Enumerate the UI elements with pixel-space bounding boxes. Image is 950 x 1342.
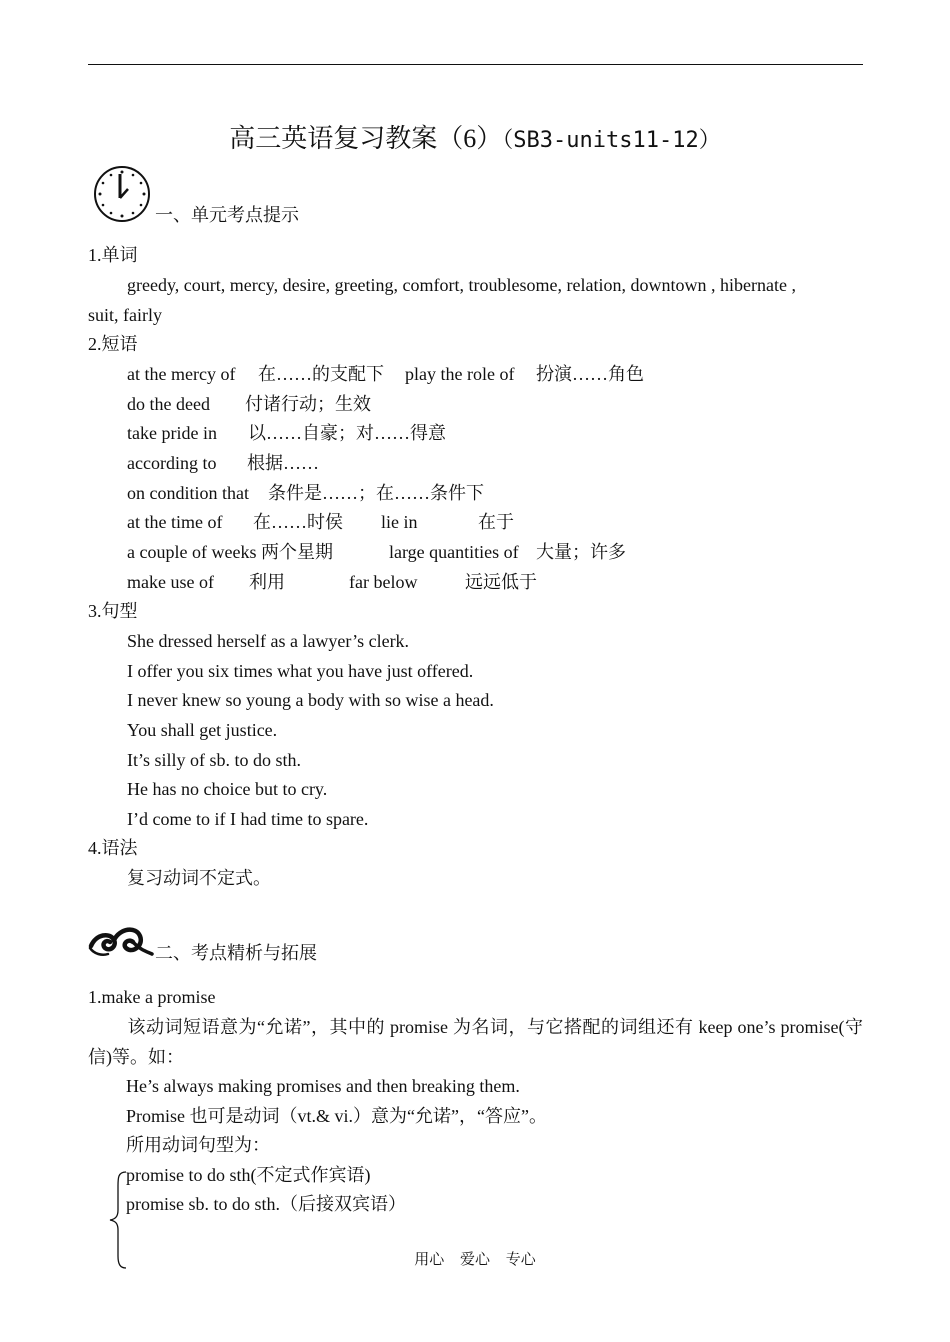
phrase-meaning: 大量；许多 <box>536 542 626 562</box>
swirl-icon <box>88 924 154 960</box>
phrase-item: play the role of <box>405 364 515 384</box>
phrase-meaning: 在……的支配下 <box>258 364 384 384</box>
phrase-item: take pride in <box>127 423 217 443</box>
sentences-heading: 3.句型 <box>88 601 138 621</box>
phrase-meaning: 扮演……角色 <box>536 364 644 384</box>
phrase-item: lie in <box>381 512 418 532</box>
pattern-item: promise to do sth(不定式作宾语) <box>126 1165 371 1185</box>
header-rule <box>88 64 863 65</box>
grammar-heading: 4.语法 <box>88 838 138 858</box>
pattern-item: promise sb. to do sth.（后接双宾语） <box>126 1194 407 1214</box>
phrases-heading: 2.短语 <box>88 334 138 354</box>
words-line-2: suit, fairly <box>88 305 162 325</box>
words-line-1: greedy, court, mercy, desire, greeting, comfort, troublesome, relation, downtown , hibernate , <box>127 275 796 295</box>
phrase-item: do the deed <box>127 394 210 414</box>
sentence-item: You shall get justice. <box>127 720 278 740</box>
sentence-item: I offer you six times what you have just offered. <box>127 661 474 681</box>
item1-paragraph <box>88 1012 863 1072</box>
phrase-item: at the time of <box>127 512 223 532</box>
phrase-meaning: 条件是……；在……条件下 <box>268 483 484 503</box>
section1-heading: 一、单元考点提示 <box>155 205 299 225</box>
grammar-text: 复习动词不定式。 <box>127 868 271 888</box>
phrase-item: far below <box>349 572 418 592</box>
phrase-meaning: 根据…… <box>247 453 319 473</box>
phrase-item: a couple of weeks 两个星期 <box>127 542 333 562</box>
item1-paragraph-text: 该动词短语意为“允诺”，其中的 promise 为名词，与它搭配的词组还有 keep one’s promise(守信)等。如： <box>88 1017 863 1067</box>
item1-example: He’s always making promises and then breaking them. <box>126 1076 520 1096</box>
title-code: （SB3-units11-12） <box>502 128 721 153</box>
item1-heading: 1.make a promise <box>88 987 216 1007</box>
phrase-item: at the mercy of <box>127 364 236 384</box>
phrase-meaning: 以……自豪；对……得意 <box>248 423 446 443</box>
phrase-item: large quantities of <box>389 542 519 562</box>
clock-icon <box>93 165 151 223</box>
page-title <box>0 118 950 155</box>
page-footer: 用心 爱心 专心 <box>414 1252 536 1268</box>
sentence-item: I never knew so young a body with so wise a head. <box>127 690 494 710</box>
phrase-meaning: 远远低于 <box>465 572 537 592</box>
phrase-meaning: 付诸行动；生效 <box>245 394 371 414</box>
phrase-item: according to <box>127 453 217 473</box>
title-main: 高三英语复习教案（6） <box>229 124 503 153</box>
sentence-item: I’d come to if I had time to spare. <box>127 809 369 829</box>
phrase-meaning: 在于 <box>478 512 514 532</box>
sentence-item: It’s silly of sb. to do sth. <box>127 750 302 770</box>
patterns-label: 所用动词句型为： <box>126 1135 270 1155</box>
phrase-meaning: 利用 <box>249 572 285 592</box>
words-heading: 1.单词 <box>88 245 138 265</box>
item1-note: Promise 也可是动词（vt.& vi.）意为“允诺”，“答应”。 <box>126 1106 547 1126</box>
phrase-meaning: 在……时侯 <box>253 512 343 532</box>
sentence-item: He has no choice but to cry. <box>127 779 328 799</box>
section2-heading: 二、考点精析与拓展 <box>155 943 317 963</box>
phrase-item: on condition that <box>127 483 249 503</box>
sentence-item: She dressed herself as a lawyer’s clerk. <box>127 631 410 651</box>
phrase-item: make use of <box>127 572 214 592</box>
